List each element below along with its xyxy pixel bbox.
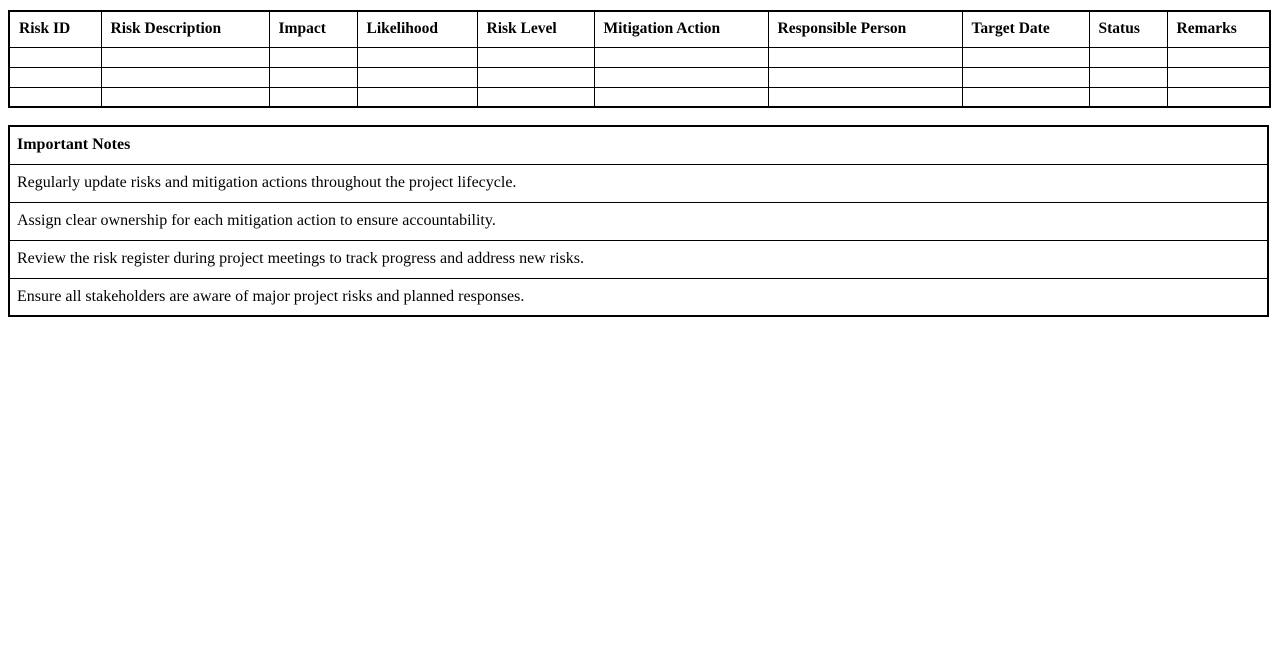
risk-table-cell: [1089, 67, 1167, 87]
risk-table-cell: [594, 47, 768, 67]
risk-table-cell: [357, 87, 477, 107]
risk-table-cell: [477, 47, 594, 67]
col-header-risk-id: Risk ID: [9, 11, 101, 47]
col-header-status: Status: [1089, 11, 1167, 47]
risk-table-cell: [1167, 47, 1270, 67]
col-header-impact: Impact: [269, 11, 357, 47]
risk-table-cell: [962, 87, 1089, 107]
risk-table-cell: [1089, 87, 1167, 107]
notes-header-row: [9, 126, 1268, 164]
col-header-likelihood: Likelihood: [357, 11, 477, 47]
risk-table-empty-row: [9, 87, 1270, 107]
risk-table-cell: [594, 87, 768, 107]
risk-table-cell: [269, 87, 357, 107]
risk-table-cell: [477, 87, 594, 107]
risk-table-cell: [101, 47, 269, 67]
note-item: Ensure all stakeholders are aware of major project risks and planned responses.: [9, 278, 1268, 316]
note-item: Assign clear ownership for each mitigation action to ensure accountability.: [9, 202, 1268, 240]
col-header-risk-description: Risk Description: [101, 11, 269, 47]
col-header-remarks: Remarks: [1167, 11, 1270, 47]
notes-title: Important Notes: [9, 126, 1268, 164]
risk-table-empty-row: [9, 47, 1270, 67]
risk-table-cell: [9, 47, 101, 67]
risk-table-cell: [9, 87, 101, 107]
risk-table-cell: [101, 67, 269, 87]
risk-table-cell: [101, 87, 269, 107]
risk-table-cell: [269, 67, 357, 87]
note-row: [9, 240, 1268, 278]
col-header-risk-level: Risk Level: [477, 11, 594, 47]
important-notes-table: [8, 125, 1269, 317]
col-header-mitigation-action: Mitigation Action: [594, 11, 768, 47]
col-header-target-date: Target Date: [962, 11, 1089, 47]
note-row: [9, 164, 1268, 202]
risk-table-cell: [768, 47, 962, 67]
risk-table-cell: [594, 67, 768, 87]
risk-table-cell: [357, 67, 477, 87]
note-row: [9, 202, 1268, 240]
risk-table-cell: [1089, 47, 1167, 67]
risk-table-header-row: [9, 11, 1270, 47]
risk-table-cell: [768, 87, 962, 107]
risk-table-cell: [962, 47, 1089, 67]
risk-table-cell: [9, 67, 101, 87]
risk-register-table: [8, 10, 1271, 108]
risk-table-cell: [1167, 87, 1270, 107]
note-row: [9, 278, 1268, 316]
risk-table-cell: [357, 47, 477, 67]
risk-table-empty-row: [9, 67, 1270, 87]
note-item: Regularly update risks and mitigation actions throughout the project lifecycle.: [9, 164, 1268, 202]
risk-table-cell: [269, 47, 357, 67]
note-item: Review the risk register during project meetings to track progress and address new risks.: [9, 240, 1268, 278]
risk-table-cell: [1167, 67, 1270, 87]
risk-table-cell: [477, 67, 594, 87]
risk-table-cell: [962, 67, 1089, 87]
col-header-responsible-person: Responsible Person: [768, 11, 962, 47]
risk-table-cell: [768, 67, 962, 87]
